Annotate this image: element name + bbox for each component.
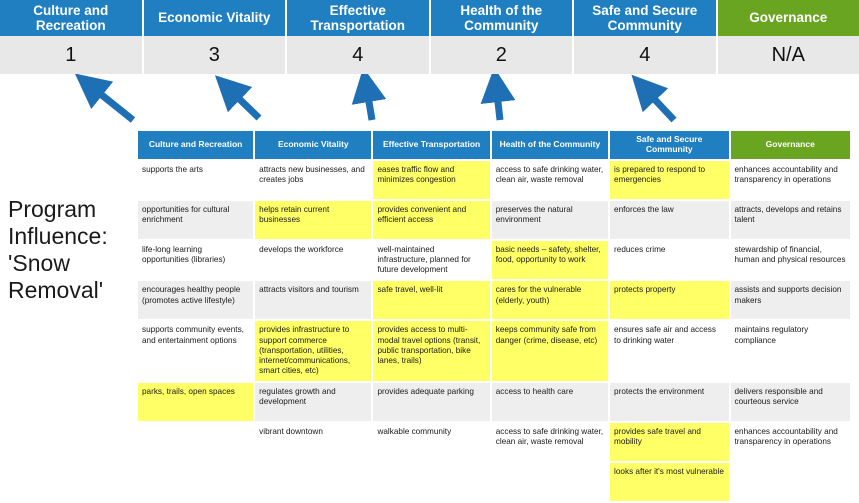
matrix-cell: life-long learning opportunities (libraries) [138, 240, 254, 281]
matrix-cell: attracts visitors and tourism [254, 280, 372, 320]
matrix-cell [372, 462, 490, 502]
matrix-header-safe-and-secure-community: Safe and Secure Community [609, 131, 729, 160]
header-cell-effective-transportation: Effective Transportation [287, 0, 431, 36]
caption-line-3: 'Snow [8, 250, 136, 277]
matrix-cell: access to safe drinking water, clean air, waste removal [491, 160, 609, 200]
arrow-economic-vitality [227, 87, 259, 118]
matrix-cell: is prepared to respond to emergencies [609, 160, 729, 200]
score-safe-and-secure-community: 4 [574, 36, 718, 74]
strategic-outcomes-header [0, 0, 859, 36]
matrix-cell: supports the arts [138, 160, 254, 200]
matrix-cell: access to health care [491, 382, 609, 422]
header-cell-health-of-the-community: Health of the Community [431, 0, 575, 36]
score-health-of-the-community: 2 [431, 36, 575, 74]
matrix-header-culture-and-recreation: Culture and Recreation [138, 131, 254, 160]
table-row [138, 382, 850, 422]
matrix-cell: supports community events, and entertainment options [138, 320, 254, 381]
arrow-culture-and-recreation [88, 84, 133, 120]
matrix-cell: attracts new businesses, and creates jobs [254, 160, 372, 200]
table-row [138, 240, 850, 281]
matrix-cell: protects the environment [609, 382, 729, 422]
matrix-header-effective-transportation: Effective Transportation [372, 131, 490, 160]
matrix-cell: access to safe drinking water, clean air, waste removal [491, 422, 609, 462]
arrow-safe-and-secure-community [643, 87, 674, 120]
matrix-cell: provides infrastructure to support commerce (transportation, utilities, internet/communications, smart cities, etc) [254, 320, 372, 381]
matrix-cell: enhances accountability and transparency in operations [730, 422, 851, 462]
matrix-cell: regulates growth and development [254, 382, 372, 422]
matrix-cell: provides access to multi-modal travel options (transit, public transportation, bike lanes, trails) [372, 320, 490, 381]
matrix-cell: assists and supports decision makers [730, 280, 851, 320]
matrix-cell: enforces the law [609, 200, 729, 240]
matrix-header-row [138, 131, 850, 160]
matrix-cell: walkable community [372, 422, 490, 462]
arrow-effective-transportation [366, 84, 372, 120]
matrix-cell: parks, trails, open spaces [138, 382, 254, 422]
matrix-cell: protects property [609, 280, 729, 320]
matrix-cell: provides safe travel and mobility [609, 422, 729, 462]
matrix-cell: vibrant downtown [254, 422, 372, 462]
table-row [138, 320, 850, 381]
matrix-cell: provides convenient and efficient access [372, 200, 490, 240]
header-cell-governance: Governance [718, 0, 859, 36]
score-row [0, 36, 859, 74]
caption-line-4: Removal' [8, 277, 136, 304]
matrix-cell [254, 462, 372, 502]
table-row [138, 462, 850, 502]
matrix-cell: attracts, develops and retains talent [730, 200, 851, 240]
matrix-cell: stewardship of financial, human and physical resources [730, 240, 851, 281]
matrix-header-health-of-the-community: Health of the Community [491, 131, 609, 160]
matrix-cell: looks after it's most vulnerable [609, 462, 729, 502]
table-row [138, 422, 850, 462]
matrix-cell: keeps community safe from danger (crime, disease, etc) [491, 320, 609, 381]
matrix-cell: basic needs – safety, shelter, food, opportunity to work [491, 240, 609, 281]
header-cell-safe-and-secure-community: Safe and Secure Community [574, 0, 718, 36]
matrix-cell: ensures safe air and access to drinking water [609, 320, 729, 381]
matrix-cell: opportunities for cultural enrichment [138, 200, 254, 240]
header-cell-economic-vitality: Economic Vitality [144, 0, 288, 36]
matrix-cell [138, 462, 254, 502]
score-economic-vitality: 3 [144, 36, 288, 74]
matrix-header-governance: Governance [730, 131, 851, 160]
matrix-cell: helps retain current businesses [254, 200, 372, 240]
matrix-cell [730, 462, 851, 502]
matrix-cell: delivers responsible and courteous service [730, 382, 851, 422]
table-row [138, 200, 850, 240]
matrix-cell: maintains regulatory compliance [730, 320, 851, 381]
program-influence-caption [8, 196, 136, 305]
arrow-group [0, 74, 859, 132]
matrix-cell: enhances accountability and transparency in operations [730, 160, 851, 200]
score-effective-transportation: 4 [287, 36, 431, 74]
matrix-cell: provides adequate parking [372, 382, 490, 422]
matrix-cell: develops the workforce [254, 240, 372, 281]
table-row [138, 160, 850, 200]
matrix-body [138, 160, 850, 502]
matrix-header-economic-vitality: Economic Vitality [254, 131, 372, 160]
matrix-cell: reduces crime [609, 240, 729, 281]
score-culture-and-recreation: 1 [0, 36, 144, 74]
matrix-cell: cares for the vulnerable (elderly, youth) [491, 280, 609, 320]
caption-line-2: Influence: [8, 223, 136, 250]
table-row [138, 280, 850, 320]
matrix-cell: safe travel, well-lit [372, 280, 490, 320]
arrow-health-of-the-community [496, 84, 500, 120]
matrix-cell: eases traffic flow and minimizes congestion [372, 160, 490, 200]
matrix-cell [138, 422, 254, 462]
matrix-cell: well-maintained infrastructure, planned for future development [372, 240, 490, 281]
outcomes-matrix-table [138, 131, 850, 503]
header-cell-culture-and-recreation: Culture and Recreation [0, 0, 144, 36]
matrix-cell [491, 462, 609, 502]
caption-line-1: Program [8, 196, 136, 223]
score-governance: N/A [718, 36, 859, 74]
matrix-cell: preserves the natural environment [491, 200, 609, 240]
matrix-cell: encourages healthy people (promotes active lifestyle) [138, 280, 254, 320]
